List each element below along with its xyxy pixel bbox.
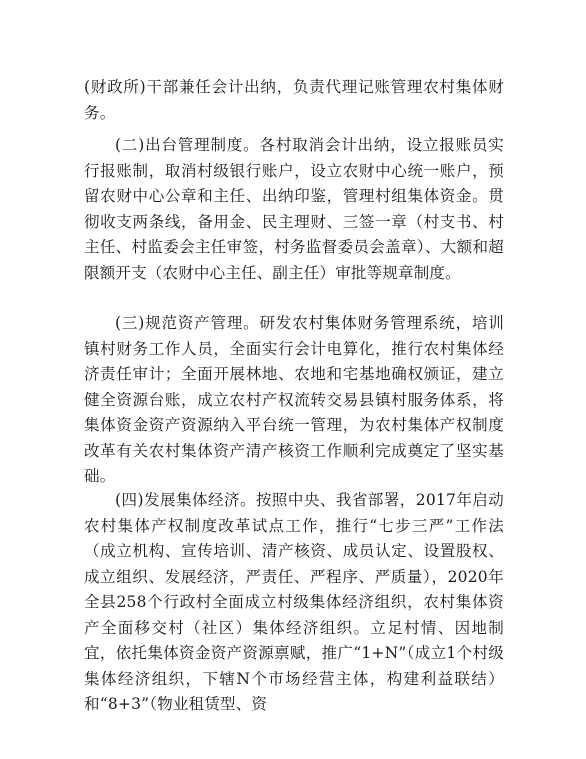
paragraph-finance-office: (财政所)干部兼任会计出纳，负责代理记账管理农村集体财务。 [84,78,504,122]
paragraph-collective-economy: (四)发展集体经济。按照中央、我省部署，2017年启动农村集体产权制度改革试点工作，推行“七步三严”工作法（成立机构、宣传培训、清产核资、成员认定、设置股权、成立组织、发展经济，严责任、严程序、严质量），2020年全县258个行政村全面成立村级集体经济组织，农村集体资产全面移交村（社区）集体经济组织。立足村情、因地制宜，依托集体资金资产资源禀赋，推广“1+N”（成立1个村级集体经济组织，下辖N个市场经营主体，构建利益联结）和“8+3”（物业租赁型、资 [84,491,504,713]
paragraph-management-system: (二)出台管理制度。各村取消会计出纳，设立报账员实行报账制，取消村级银行账户，设立农财中心统一账户，预留农财中心公章和主任、出纳印鉴，管理村组集体资金。贯彻收支两条线，备用金、民主理财、三签一章（村支书、村主任、村监委会主任审签，村务监督委员会盖章）、大额和超限额开支（农财中心主任、副主任）审批等规章制度。 [84,136,504,282]
paragraph-asset-management: (三)规范资产管理。研发农村集体财务管理系统，培训镇村财务工作人员，全面实行会计电算化，推行农村集体经济责任审计；全面开展林地、农地和宅基地确权颁证，建立健全资源台账，成立农村产权流转交易县镇村服务体系，将集体资金资产资源纳入平台统一管理，为农村集体产权制度改革有关农村集体资产清产核资工作顺利完成奠定了坚实基础。 [84,314,504,485]
